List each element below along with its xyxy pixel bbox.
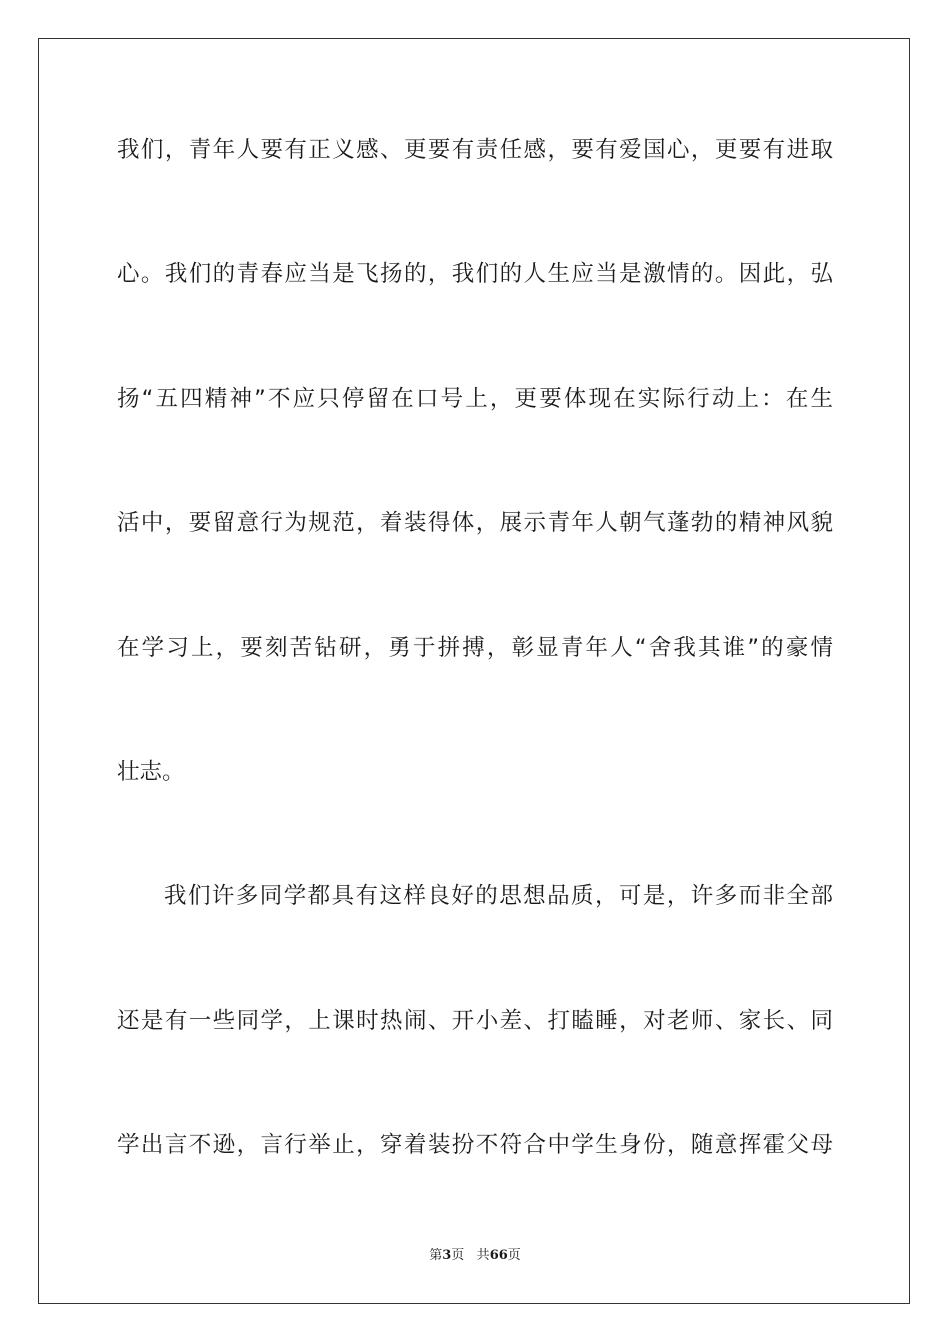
paragraph-2-line-1: 我们许多同学都具有这样良好的思想品质，可是，许多而非全部 xyxy=(164,883,833,909)
page-border xyxy=(38,38,910,1304)
page-number: 3 xyxy=(442,1248,452,1263)
page-suffix: 页 xyxy=(451,1248,465,1263)
body-text-line-3: 扬“五四精神”不应只停留在口号上，更要体现在实际行动上：在生 xyxy=(117,386,833,412)
body-text-line-5: 在学习上，要刻苦钻研，勇于拼搏，彰显青年人“舍我其谁”的豪情 xyxy=(117,635,833,661)
total-suffix: 页 xyxy=(507,1248,521,1263)
body-text-line-6: 壮志。 xyxy=(117,759,185,785)
paragraph-2-line-2: 还是有一些同学，上课时热闹、开小差、打瞌睡，对老师、家长、同 xyxy=(117,1008,833,1034)
paragraph-2-line-3: 学出言不逊，言行举止，穿着装扮不符合中学生身份，随意挥霍父母 xyxy=(117,1132,833,1158)
body-text-line-1: 我们，青年人要有正义感、更要有责任感，要有爱国心，更要有进取 xyxy=(117,137,833,163)
page-prefix: 第 xyxy=(429,1248,443,1263)
total-pages: 66 xyxy=(489,1248,508,1263)
total-prefix: 共 xyxy=(476,1248,490,1263)
page-footer xyxy=(0,1247,950,1265)
body-text-line-4: 活中，要留意行为规范，着装得体，展示青年人朝气蓬勃的精神风貌 xyxy=(117,510,833,536)
body-text-line-2: 心。我们的青春应当是飞扬的，我们的人生应当是激情的。因此，弘 xyxy=(117,261,833,287)
